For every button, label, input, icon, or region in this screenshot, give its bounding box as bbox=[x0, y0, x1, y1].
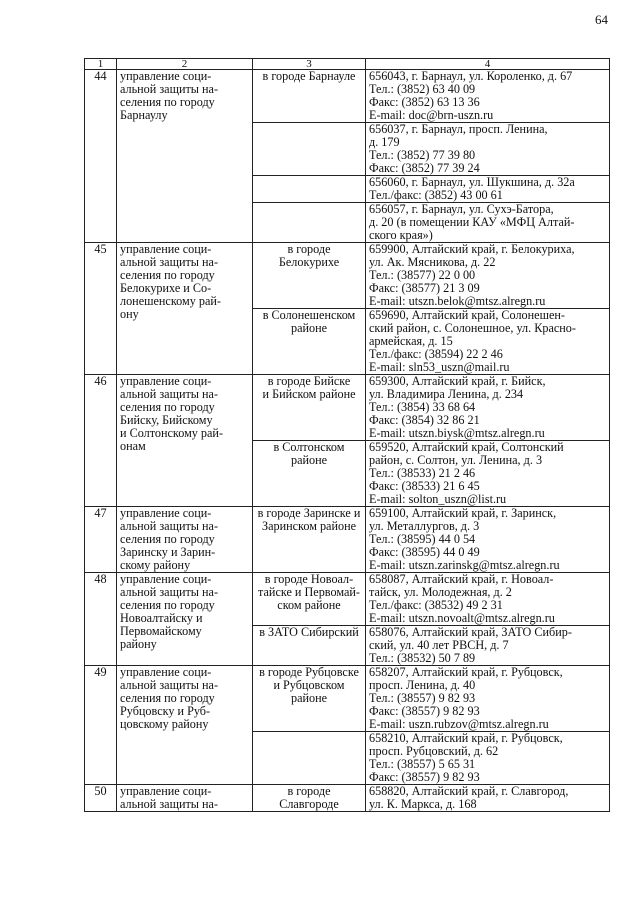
email-line: E-mail: utszn.zarinskg@mtsz.alregn.ru bbox=[369, 559, 560, 572]
organization-name-line: управление соци- bbox=[120, 507, 212, 520]
email-line: E-mail: doc@brn-uszn.ru bbox=[369, 109, 494, 122]
location-line: в городе Рубцовске bbox=[259, 666, 359, 679]
location-cell bbox=[253, 70, 366, 123]
address-line: д. 179 bbox=[369, 136, 400, 149]
organization-name-line: управление соци- bbox=[120, 375, 212, 388]
address-line: Тел.: (38577) 22 0 00 bbox=[369, 269, 476, 282]
organization-name-line: селения по городу bbox=[120, 533, 215, 546]
address-line: 656043, г. Барнаул, ул. Короленко, д. 67 bbox=[369, 70, 573, 83]
address-cell bbox=[366, 70, 610, 123]
location-line: Белокурихе bbox=[278, 256, 340, 269]
organization-name-line: Новоалтайску и bbox=[120, 612, 203, 625]
address-line: просп. Ленина, д. 40 bbox=[369, 679, 476, 692]
address-line: 656037, г. Барнаул, просп. Ленина, bbox=[369, 123, 548, 136]
address-line: просп. Рубцовский, д. 62 bbox=[369, 745, 499, 758]
organization-name-line: управление соци- bbox=[120, 785, 212, 798]
location-line: районе bbox=[290, 692, 328, 705]
organization-name-line: управление соци- bbox=[120, 70, 212, 83]
location-cell bbox=[253, 785, 366, 812]
location-line: в ЗАТО Сибирский bbox=[259, 626, 359, 639]
column-number: 3 bbox=[253, 59, 366, 70]
address-line: Факс: (3854) 32 86 21 bbox=[369, 414, 480, 427]
address-line: район, с. Солтон, ул. Ленина, д. 3 bbox=[369, 454, 543, 467]
organization-name-line: Бийску, Бийскому bbox=[120, 414, 213, 427]
address-line: Тел./факс: (38532) 49 2 31 bbox=[369, 599, 503, 612]
row-number: 46 bbox=[85, 375, 117, 507]
organization-name-line: цовскому району bbox=[120, 718, 209, 731]
table-row bbox=[85, 507, 610, 573]
address-line: ул. Ак. Мясникова, д. 22 bbox=[369, 256, 496, 269]
column-number-row bbox=[85, 59, 610, 70]
email-line: E-mail: utszn.biysk@mtsz.alregn.ru bbox=[369, 427, 545, 440]
address-line: Факс: (3852) 77 39 24 bbox=[369, 162, 480, 175]
address-line: Факс: (38595) 44 0 49 bbox=[369, 546, 480, 559]
location-line: тайске и Первомай- bbox=[258, 586, 360, 599]
email-line: E-mail: utszn.belok@mtsz.alregn.ru bbox=[369, 295, 546, 308]
address-line: 658210, Алтайский край, г. Рубцовск, bbox=[369, 732, 563, 745]
table-row bbox=[85, 375, 610, 441]
organization-name-line: альной защиты на- bbox=[120, 83, 219, 96]
location-line: в городе bbox=[287, 243, 331, 256]
organization-name-line: альной защиты на- bbox=[120, 388, 219, 401]
address-cell bbox=[366, 785, 610, 812]
organization-name-line: альной защиты на- bbox=[120, 520, 219, 533]
organization-name-line: альной защиты на- bbox=[120, 679, 219, 692]
address-cell bbox=[366, 626, 610, 666]
organization-name-line: Рубцовску и Руб- bbox=[120, 705, 211, 718]
location-cell bbox=[253, 573, 366, 626]
organization-name-line: управление соци- bbox=[120, 666, 212, 679]
organization-name-line: Барнаулу bbox=[120, 109, 168, 122]
address-line: 659100, Алтайский край, г. Заринск, bbox=[369, 507, 557, 520]
location-cell bbox=[253, 626, 366, 666]
address-line: 656057, г. Барнаул, ул. Сухэ-Батора, bbox=[369, 203, 554, 216]
address-line: Тел./факс: (38594) 22 2 46 bbox=[369, 348, 503, 361]
location-cell bbox=[253, 243, 366, 309]
address-line: Факс: (38533) 21 6 45 bbox=[369, 480, 480, 493]
organization-name-line: и Солтонскому рай- bbox=[120, 427, 224, 440]
location-line: в городе bbox=[287, 785, 331, 798]
location-line: Заринском районе bbox=[261, 520, 357, 533]
row-number: 49 bbox=[85, 666, 117, 785]
organization-name-line: району bbox=[120, 638, 157, 651]
address-line: Тел.: (38533) 21 2 46 bbox=[369, 467, 476, 480]
address-line: 659520, Алтайский край, Солтонский bbox=[369, 441, 564, 454]
address-line: Факс: (3852) 63 13 36 bbox=[369, 96, 480, 109]
organization-name-line: Заринску и Зарин- bbox=[120, 546, 216, 559]
location-line: районе bbox=[290, 322, 328, 335]
page-number: 64 bbox=[595, 12, 608, 27]
address-line: Факс: (38557) 9 82 93 bbox=[369, 705, 480, 718]
location-line: в городе Барнауле bbox=[262, 70, 356, 83]
email-line: E-mail: uszn.rubzov@mtsz.alregn.ru bbox=[369, 718, 549, 731]
organization-name-line: скому району bbox=[120, 559, 191, 572]
organization-name-line: селения по городу bbox=[120, 269, 215, 282]
organization-name-line: Первомайскому bbox=[120, 625, 202, 638]
location-line: в Солтонском bbox=[273, 441, 345, 454]
organization-name-line: альной защиты на- bbox=[120, 798, 219, 811]
address-cell bbox=[366, 732, 610, 785]
location-cell bbox=[253, 203, 366, 243]
organization-cell bbox=[117, 243, 253, 375]
organization-name-line: управление соци- bbox=[120, 243, 212, 256]
table-row bbox=[85, 666, 610, 732]
address-line: ул. К. Маркса, д. 168 bbox=[369, 798, 477, 811]
organization-name-line: Белокурихе и Со- bbox=[120, 282, 212, 295]
address-cell bbox=[366, 176, 610, 203]
location-line: и Рубцовском bbox=[273, 679, 345, 692]
address-cell bbox=[366, 243, 610, 309]
address-line: ского края») bbox=[369, 229, 433, 242]
location-line: в городе Заринске и bbox=[257, 507, 361, 520]
location-cell bbox=[253, 176, 366, 203]
organization-cell bbox=[117, 70, 253, 243]
organization-name-line: селения по городу bbox=[120, 401, 215, 414]
organization-name-line: управление соци- bbox=[120, 573, 212, 586]
row-number: 47 bbox=[85, 507, 117, 573]
email-line: E-mail: sln53_uszn@mail.ru bbox=[369, 361, 510, 374]
address-line: Тел./факс: (3852) 43 00 61 bbox=[369, 189, 503, 202]
address-line: Тел.: (3852) 63 40 09 bbox=[369, 83, 476, 96]
organization-name-line: онам bbox=[120, 440, 146, 453]
organization-cell bbox=[117, 507, 253, 573]
organization-name-line: ону bbox=[120, 308, 139, 321]
address-line: 658207, Алтайский край, г. Рубцовск, bbox=[369, 666, 563, 679]
organization-name-line: лонешенскому рай- bbox=[120, 295, 221, 308]
address-line: ский, ул. 40 лет РВСН, д. 7 bbox=[369, 639, 509, 652]
location-cell bbox=[253, 375, 366, 441]
address-line: 659300, Алтайский край, г. Бийск, bbox=[369, 375, 546, 388]
organization-name-line: альной защиты на- bbox=[120, 586, 219, 599]
address-line: Тел.: (38557) 9 82 93 bbox=[369, 692, 476, 705]
address-line: Тел.: (38532) 50 7 89 bbox=[369, 652, 476, 665]
address-cell bbox=[366, 203, 610, 243]
organization-name-line: селения по городу bbox=[120, 692, 215, 705]
address-cell bbox=[366, 309, 610, 375]
location-cell bbox=[253, 666, 366, 732]
address-line: ул. Металлургов, д. 3 bbox=[369, 520, 480, 533]
location-cell bbox=[253, 309, 366, 375]
table-row bbox=[85, 243, 610, 309]
address-line: 658087, Алтайский край, г. Новоал- bbox=[369, 573, 554, 586]
location-line: в городе Бийске bbox=[267, 375, 351, 388]
email-line: E-mail: solton_uszn@list.ru bbox=[369, 493, 507, 506]
row-number: 44 bbox=[85, 70, 117, 243]
address-line: ский район, с. Солонешное, ул. Красно- bbox=[369, 322, 576, 335]
institutions-table bbox=[84, 58, 610, 812]
address-line: 658076, Алтайский край, ЗАТО Сибир- bbox=[369, 626, 572, 639]
address-line: д. 20 (в помещении КАУ «МФЦ Алтай- bbox=[369, 216, 575, 229]
location-line: Славгороде bbox=[279, 798, 339, 811]
organization-name-line: селения по городу bbox=[120, 599, 215, 612]
address-cell bbox=[366, 666, 610, 732]
address-cell bbox=[366, 507, 610, 573]
address-line: 659900, Алтайский край, г. Белокуриха, bbox=[369, 243, 575, 256]
address-line: Тел.: (38557) 5 65 31 bbox=[369, 758, 476, 771]
address-line: армейская, д. 15 bbox=[369, 335, 453, 348]
location-cell bbox=[253, 123, 366, 176]
location-line: ском районе bbox=[277, 599, 341, 612]
row-number: 48 bbox=[85, 573, 117, 666]
organization-cell bbox=[117, 375, 253, 507]
address-line: 659690, Алтайский край, Солонешен- bbox=[369, 309, 565, 322]
column-number: 2 bbox=[117, 59, 253, 70]
address-line: тайск, ул. Молодежная, д. 2 bbox=[369, 586, 512, 599]
location-line: в городе Новоал- bbox=[264, 573, 354, 586]
organization-cell bbox=[117, 785, 253, 812]
address-line: Тел.: (3854) 33 68 64 bbox=[369, 401, 476, 414]
location-cell bbox=[253, 732, 366, 785]
column-number: 1 bbox=[85, 59, 117, 70]
table-row bbox=[85, 573, 610, 626]
address-cell bbox=[366, 375, 610, 441]
address-line: Факс: (38557) 9 82 93 bbox=[369, 771, 480, 784]
organization-cell bbox=[117, 666, 253, 785]
address-line: Факс: (38577) 21 3 09 bbox=[369, 282, 480, 295]
address-cell bbox=[366, 123, 610, 176]
organization-name-line: альной защиты на- bbox=[120, 256, 219, 269]
address-line: 658820, Алтайский край, г. Славгород, bbox=[369, 785, 569, 798]
row-number: 50 bbox=[85, 785, 117, 812]
location-cell bbox=[253, 441, 366, 507]
location-line: районе bbox=[290, 454, 328, 467]
email-line: E-mail: utszn.novoalt@mtsz.alregn.ru bbox=[369, 612, 555, 625]
table-row bbox=[85, 70, 610, 123]
column-number: 4 bbox=[366, 59, 610, 70]
location-cell bbox=[253, 507, 366, 573]
row-number: 45 bbox=[85, 243, 117, 375]
address-line: ул. Владимира Ленина, д. 234 bbox=[369, 388, 524, 401]
address-line: Тел.: (3852) 77 39 80 bbox=[369, 149, 476, 162]
location-line: в Солонешенском bbox=[262, 309, 356, 322]
address-line: Тел.: (38595) 44 0 54 bbox=[369, 533, 476, 546]
organization-cell bbox=[117, 573, 253, 666]
organization-name-line: селения по городу bbox=[120, 96, 215, 109]
location-line: и Бийском районе bbox=[262, 388, 356, 401]
address-cell bbox=[366, 573, 610, 626]
address-line: 656060, г. Барнаул, ул. Шукшина, д. 32а bbox=[369, 176, 575, 189]
address-cell bbox=[366, 441, 610, 507]
table-row bbox=[85, 785, 610, 812]
